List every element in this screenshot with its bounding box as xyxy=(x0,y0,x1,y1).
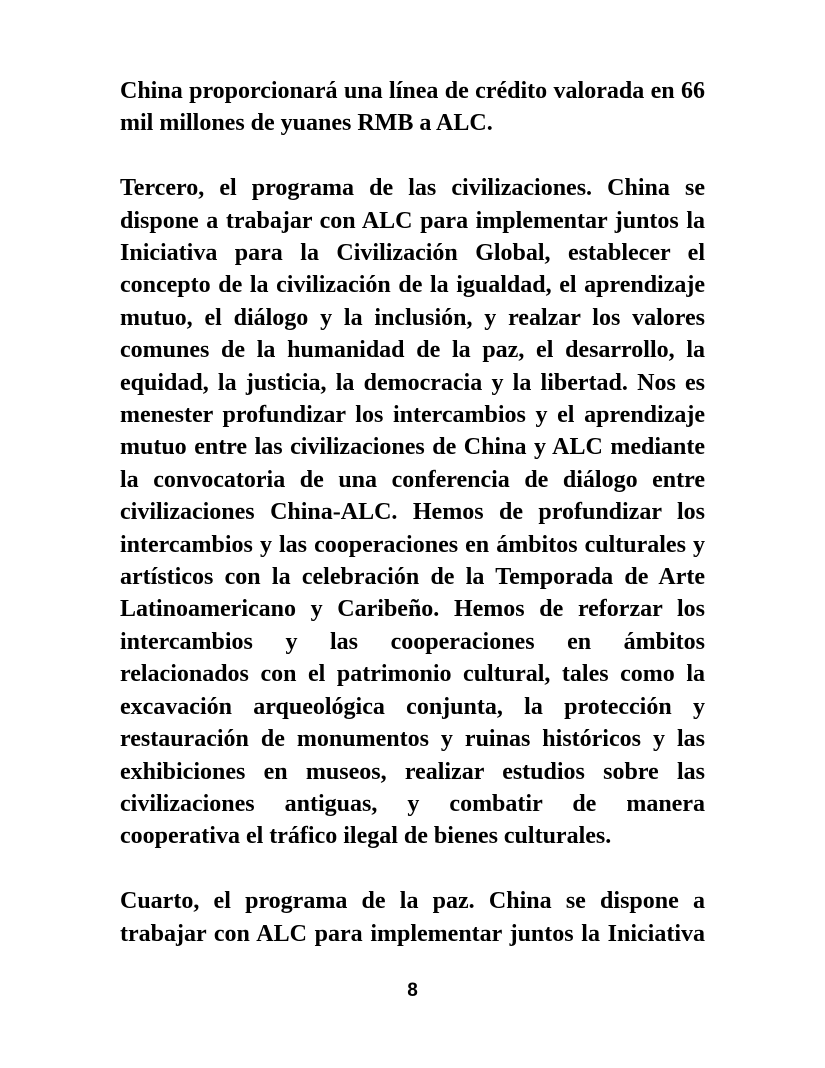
page-body xyxy=(120,75,705,950)
page-number: 8 xyxy=(407,980,418,1001)
paragraph-credit-line: China proporcionará una línea de crédito valorada en 66 mil millones de yuanes RMB a ALC. xyxy=(120,78,705,137)
paragraph-peace-program: Cuarto, el programa de la paz. China se dispone a trabajar con ALC para implementar juntos la Iniciativa xyxy=(120,888,705,947)
paragraph-civilizations-program: Tercero, el programa de las civilizaciones. China se dispone a trabajar con ALC para implementar juntos la Iniciativa para la Civilización Global, establecer el concepto de la civilización de la igualdad, el aprendizaje mutuo, el diálogo y la inclusión, y realzar los valores comunes de la humanidad de la paz, el desarrollo, la equidad, la justicia, la democracia y la libertad. Nos es menester profundizar los intercambios y el aprendizaje mutuo entre las civilizaciones de China y ALC mediante la convocatoria de una conferencia de diálogo entre civilizaciones China-ALC. Hemos de profundizar los intercambios y las cooperaciones en ámbitos culturales y artísticos con la celebración de la Temporada de Arte Latinoamericano y Caribeño. Hemos de reforzar los intercambios y las cooperaciones en ámbitos relacionados con el patrimonio cultural, tales como la excavación arqueológica conjunta, la protección y restauración de monumentos y ruinas históricos y las exhibiciones en museos, realizar estudios sobre las civilizaciones antiguas, y combatir de manera cooperativa el tráfico ilegal de bienes culturales. xyxy=(120,175,705,850)
